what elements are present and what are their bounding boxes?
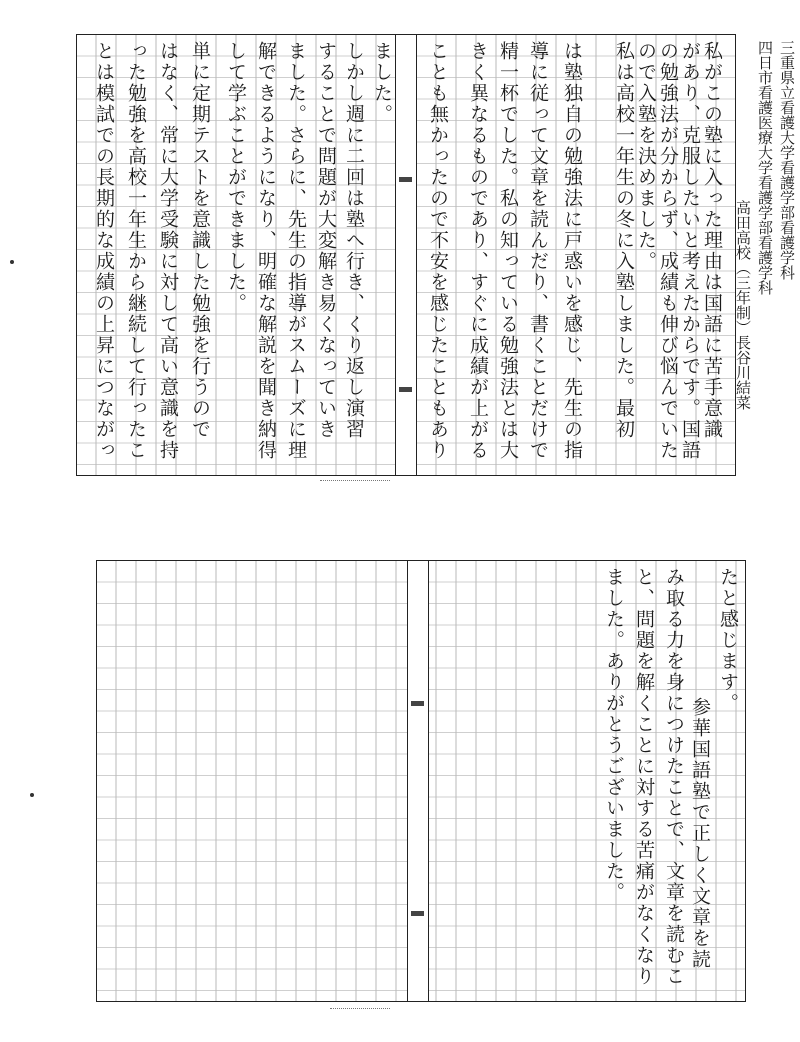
manuscript-page-1 (76, 34, 736, 476)
text-column: 私は高校一年生の冬に入塾しました。最初 (613, 41, 635, 440)
text-column: み取る力を身につけたことで、文章を読むこ (663, 567, 685, 987)
scan-speck (10, 260, 14, 264)
text-column: 解できるようになり、明確な解説を聞き納得 (255, 41, 277, 461)
text-column: ました。さらに、先生の指導がスムーズに理 (285, 41, 307, 461)
text-column: ました。 (371, 41, 393, 125)
affiliation-line: 四日市看護医療大学看護学部看護学科 (756, 40, 774, 295)
text-column: することで問題が大変解き易くなっていき (315, 41, 337, 440)
page-fold-gutter (395, 35, 417, 475)
text-column: きく異なるものであり、すぐに成績が上がる (467, 41, 489, 461)
text-column: 精一杯でした。私の知っている勉強法とは大 (497, 41, 519, 461)
text-column: があり、克服したいと考えたからです。国語 (679, 41, 701, 461)
text-column: たと感じます。 (717, 567, 739, 714)
page-fold-gutter (407, 561, 429, 1001)
author-name: 高田高校（三年制）長谷川結菜 (734, 200, 752, 410)
text-column: ました。ありがとうございました。 (603, 567, 625, 903)
text-column: の勉強法が分からず、成績も伸び悩んでいた (657, 41, 679, 461)
text-column: 単に定期テストを意識した勉強を行うので (189, 41, 211, 440)
text-column: ことも無かったので不安を感じたこともあり (427, 41, 449, 461)
text-column: しかし週に二回は塾へ行き、くり返し演習 (343, 41, 365, 440)
text-column: ので入塾を決めました。 (635, 41, 657, 272)
binding-mark (411, 911, 424, 916)
text-column: 導に従って文章を読んだり、書くことだけで (527, 41, 549, 461)
binding-mark (411, 701, 424, 706)
text-column: 私がこの塾に入った理由は国語に苦手意識 (701, 41, 723, 440)
text-column: して学ぶことができました。 (225, 41, 247, 314)
text-column: はなく、常に大学受験に対して高い意識を持 (157, 41, 179, 461)
text-column: 参華国語塾で正しく文章を読 (689, 697, 711, 970)
text-column: った勉強を高校一年生から継続して行ったこ (125, 41, 147, 461)
affiliation-line: 三重県立看護大学看護学部看護学科 (778, 40, 796, 280)
binding-mark (399, 387, 412, 392)
scan-mark (320, 480, 390, 483)
manuscript-page-2 (96, 560, 746, 1002)
text-column: は塾独自の勉強法に戸惑いを感じ、先生の指 (561, 41, 583, 461)
text-column: と、問題を解くことに対する苦痛がなくなり (633, 567, 655, 987)
scan-speck (30, 793, 34, 797)
text-column: とは模試での長期的な成績の上昇につながっ (93, 41, 115, 461)
binding-mark (399, 177, 412, 182)
scan-mark (330, 1008, 390, 1011)
